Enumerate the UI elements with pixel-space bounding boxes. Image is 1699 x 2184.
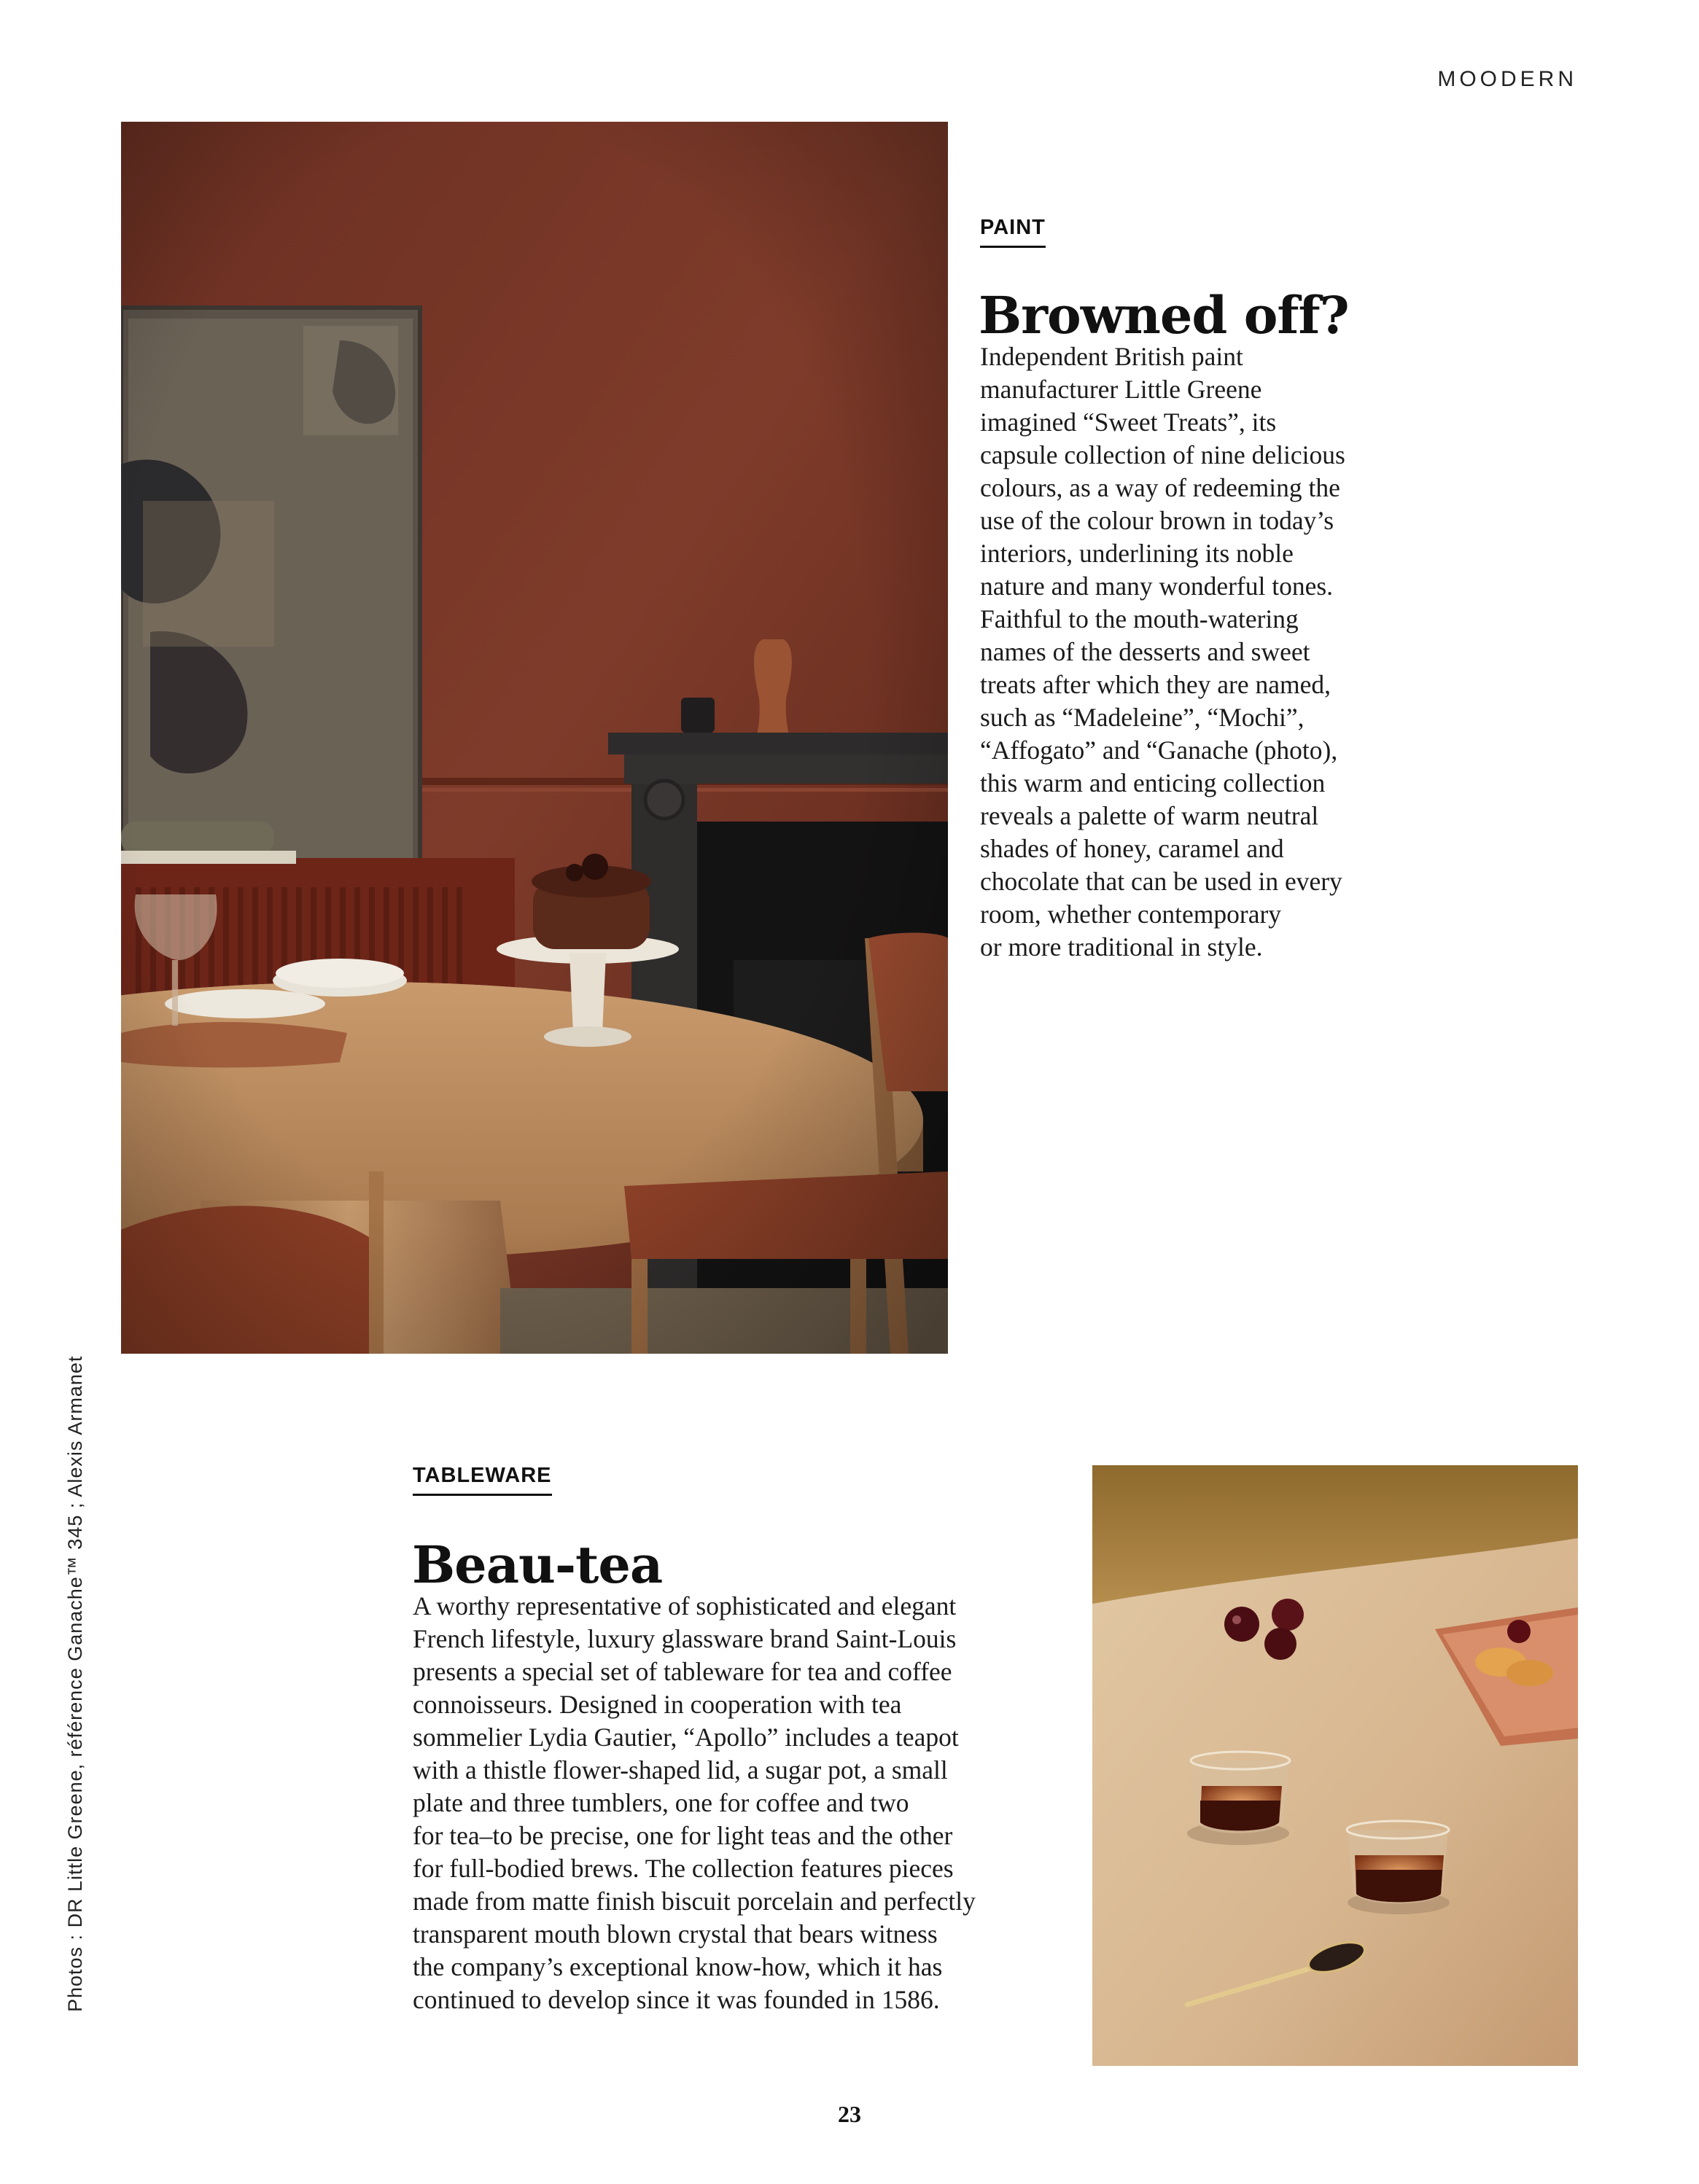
paint-body-line: manufacturer Little Greene <box>980 375 1262 404</box>
magazine-masthead: MOODERN <box>1437 67 1577 91</box>
paint-body-line: names of the desserts and sweet <box>980 637 1310 666</box>
paint-body-line: chocolate that can be used in every <box>980 867 1342 896</box>
paint-headline: Browned off? <box>979 285 1349 346</box>
tableware-body-line: plate and three tumblers, one for coffee and two <box>413 1788 909 1817</box>
paint-body-line: capsule collection of nine delicious <box>980 440 1345 469</box>
paint-body-line: or more traditional in style. <box>980 932 1263 962</box>
photo-credit: Photos : DR Little Greene, référence Ganache™ 345 ; Alexis Armanet <box>64 1355 86 2012</box>
paint-body-line: room, whether contemporary <box>980 900 1282 929</box>
paint-body-line: Faithful to the mouth-watering <box>980 604 1299 633</box>
paint-body-line: shades of honey, caramel and <box>980 834 1284 863</box>
paint-body-line: imagined “Sweet Treats”, its <box>980 407 1277 437</box>
tableware-headline: Beau-tea <box>412 1534 663 1595</box>
tableware-section-label: TABLEWARE <box>413 1464 552 1496</box>
tableware-body-line: made from matte finish biscuit porcelain and perfectly <box>413 1887 976 1916</box>
tableware-body-line: connoisseurs. Designed in cooperation with tea <box>413 1690 902 1719</box>
tableware-body-line: for tea–to be precise, one for light teas and the other <box>413 1821 953 1850</box>
paint-body-line: “Affogato” and “Ganache (photo), <box>980 736 1338 765</box>
tableware-body-line: presents a special set of tableware for tea and coffee <box>413 1657 952 1686</box>
tableware-photo <box>1092 1465 1578 2066</box>
tableware-body-line: continued to develop since it was founded in 1586. <box>413 1985 940 2014</box>
tableware-body-line: A worthy representative of sophisticated and elegant <box>413 1591 957 1621</box>
paint-body-line: reveals a palette of warm neutral <box>980 801 1319 830</box>
tableware-body-line: French lifestyle, luxury glassware brand Saint-Louis <box>413 1624 957 1653</box>
tableware-body-line: transparent mouth blown crystal that bears witness <box>413 1919 938 1949</box>
page-number: 23 <box>838 2101 861 2127</box>
paint-body-line: such as “Madeleine”, “Mochi”, <box>980 703 1305 732</box>
paint-section-label: PAINT <box>980 216 1046 248</box>
tableware-body-line: with a thistle flower-shaped lid, a sugar pot, a small <box>413 1755 948 1785</box>
paint-body-line: nature and many wonderful tones. <box>980 572 1334 601</box>
paint-body-line: treats after which they are named, <box>980 670 1331 699</box>
paint-body-line: use of the colour brown in today’s <box>980 506 1334 535</box>
dining-room-photo <box>121 122 948 1354</box>
paint-body-line: interiors, underlining its noble <box>980 539 1294 568</box>
tableware-body-line: sommelier Lydia Gautier, “Apollo” includes a teapot <box>413 1723 959 1752</box>
tableware-body-line: for full-bodied brews. The collection features pieces <box>413 1854 954 1883</box>
paint-body-line: this warm and enticing collection <box>980 768 1326 797</box>
tableware-body-line: the company’s exceptional know-how, which it has <box>413 1952 943 1981</box>
paint-body-line: colours, as a way of redeeming the <box>980 473 1340 502</box>
paint-body-line: Independent British paint <box>980 342 1243 371</box>
paint-body-text <box>980 340 1418 964</box>
tableware-body-text <box>413 1590 1069 2016</box>
